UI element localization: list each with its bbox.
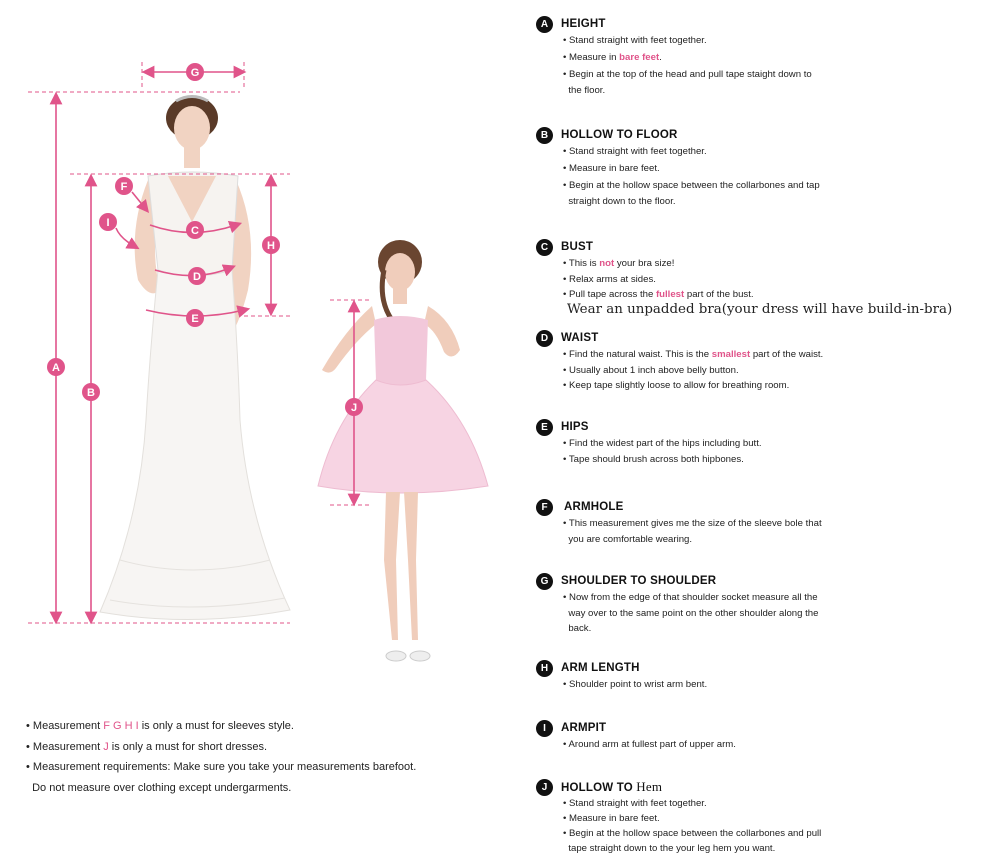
letter-h-icon: H [536,660,553,677]
section-hollow-to-hem [536,778,976,856]
instruction-line: • Shoulder point to wrist arm bent. [563,679,708,690]
section-armpit [536,719,976,753]
letter-f-icon: F [536,499,553,516]
svg-text:D: D [193,271,201,283]
instruction-line: • Measure in bare feet. [563,162,660,174]
bra-note: Wear an unpadded bra(your dress will have build-in-bra) [567,302,953,317]
short-dress-figure [318,240,488,661]
svg-text:J: J [350,402,358,414]
section-hips [536,418,976,467]
letter-j-icon: J [536,779,553,796]
instruction-line: • Stand straight with feet together. [563,798,707,809]
letter-d-icon: D [536,330,553,347]
badge-F [115,177,133,195]
badge-H [262,236,280,254]
svg-text:G: G [190,67,200,79]
badge-B [82,383,100,401]
section-title: SHOULDER TO SHOULDER [561,575,717,587]
illustration-svg [0,0,520,700]
letter-i-icon: I [536,720,553,737]
instruction-line: • Begin at the hollow space between the collarbones and tap [563,179,820,191]
instruction-line: • Around arm at fullest part of upper arm. [563,739,736,750]
section-title: ARMPIT [561,722,607,734]
section-title: ARM LENGTH [561,662,640,674]
svg-text:C: C [191,225,199,237]
instruction-line: back. [563,623,592,634]
instruction-line: • Measure in bare feet. [563,813,660,824]
instruction-line: • Keep tape slightly loose to allow for breathing room. [563,380,790,391]
section-title: BUST [561,241,594,253]
instruction-line: • This measurement gives me the size of the sleeve bole that [563,518,822,529]
section-title: HEIGHT [561,18,606,30]
note-line: • Measurement F G H I is only a must for sleeves style. [26,720,294,732]
bride-figure [100,96,290,620]
letter-b-icon: B [536,127,553,144]
badge-D [188,267,206,285]
instruction-line: • Now from the edge of that shoulder socket measure all the [563,592,818,603]
instruction-line: • Usually about 1 inch above belly button. [563,364,739,376]
instruction-line: • Begin at the hollow space between the collarbones and pull [563,828,822,839]
instruction-line: • Tape should brush across both hipbones. [563,453,744,465]
letter-g-icon: G [536,573,553,590]
instruction-line: tape straight down to the your leg hem you want. [563,843,776,854]
section-title: ARMHOLE [561,501,624,513]
badge-G [186,63,204,81]
note-line: • Measurement requirements: Make sure you take your measurements barefoot. [26,761,417,773]
svg-text:A: A [52,362,60,374]
note-line: Do not measure over clothing except undergarments. [26,781,292,794]
section-bust [536,238,976,303]
section-title: HIPS [561,421,589,433]
section-shoulder-to-shoulder [536,572,976,637]
badge-E [186,309,204,327]
svg-text:E: E [191,313,199,325]
svg-text:B: B [87,387,95,399]
badge-I [99,213,117,231]
measurement-illustration [0,0,520,700]
instruction-line: • Measure in bare feet. [563,51,662,63]
section-waist [536,329,976,394]
section-arm-length [536,659,976,693]
section-armhole [536,498,976,547]
instruction-line: • Stand straight with feet together. [563,35,707,46]
instruction-line: • Pull tape across the fullest part of the bust. [563,289,754,300]
letter-e-icon: E [536,419,553,436]
section-height [536,15,976,100]
badge-J [345,398,363,416]
svg-text:I: I [106,217,110,229]
instruction-line: • Find the widest part of the hips including butt. [563,438,762,449]
letter-a-icon: A [536,16,553,33]
svg-text:F: F [120,181,128,193]
instruction-line: way over to the same point on the other shoulder along the [563,607,819,619]
instruction-line: • Begin at the top of the head and pull tape staight down to [563,68,812,80]
letter-c-icon: C [536,239,553,256]
instruction-line: straight down to the floor. [563,196,676,208]
svg-text:H: H [267,240,275,252]
section-title: HOLLOW TO Hem [561,779,663,794]
instruction-line: • Relax arms at sides. [563,273,656,285]
badge-C [186,221,204,239]
instruction-line: • Find the natural waist. This is the smallest part of the waist. [563,349,824,360]
measurement-notes [26,716,496,798]
section-title: WAIST [561,332,599,344]
instruction-line: you are comfortable wearing. [563,533,693,545]
section-title: HOLLOW TO FLOOR [561,129,678,141]
instruction-line: • This is not your bra size! [563,258,675,269]
note-line: • Measurement J is only a must for short dresses. [26,740,268,753]
badge-A [47,358,65,376]
instruction-line: the floor. [563,85,606,97]
instruction-line: • Stand straight with feet together. [563,146,707,157]
section-hollow-to-floor [536,126,976,211]
